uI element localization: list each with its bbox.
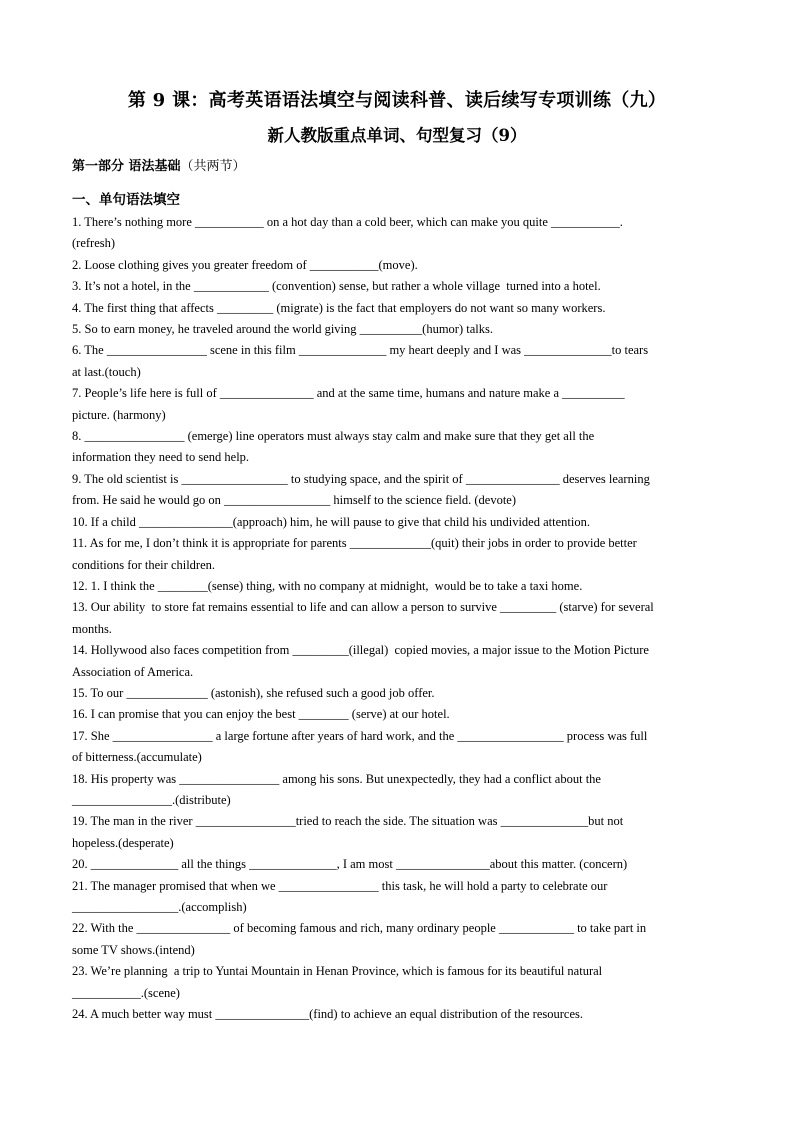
- page-subtitle: 新人教版重点单词、句型复习（9）: [267, 126, 527, 145]
- exercise-line: from. He said he would go on _________________ himself to the science field. (devote): [72, 493, 517, 508]
- page-title: 第 9 课：高考英语语法填空与阅读科普、读后续写专项训练（九）: [127, 90, 667, 111]
- exercise-line: 3. It’s not a hotel, in the ____________ (convention) sense, but rather a whole village turned into a hotel.: [72, 279, 601, 294]
- part-heading: [72, 157, 246, 177]
- exercise-line: 19. The man in the river ________________tried to reach the side. The situation was ______________but not: [72, 814, 624, 829]
- exercise-line: _________________.(accomplish): [72, 900, 247, 914]
- exercise-line: 1. There’s nothing more ___________ on a hot day than a cold beer, which can make you quite ___________.: [72, 215, 623, 229]
- part-label: 第一部分 语法基础: [72, 159, 181, 174]
- exercise-list: [72, 212, 724, 1025]
- exercise-line: 9. The old scientist is _________________ to studying space, and the spirit of _______________ deserves learning: [72, 471, 650, 486]
- exercise-line: conditions for their children.: [72, 557, 216, 572]
- exercise-line: at last.(touch): [72, 364, 141, 379]
- exercise-line: 13. Our ability to store fat remains essential to life and can allow a person to survive _________ (starve) for several: [72, 600, 654, 615]
- exercise-line: 7. People’s life here is full of _______________ and at the same time, humans and nature make a __________: [72, 386, 625, 401]
- exercise-line: ___________.(scene): [72, 985, 180, 1000]
- exercise-line: Association of America.: [72, 664, 194, 679]
- exercise-line: 11. As for me, I don’t think it is appropriate for parents _____________(quit) their jobs in order to provide better: [72, 536, 637, 551]
- exercise-line: 14. Hollywood also faces competition from _________(illegal) copied movies, a major issue to the Motion Picture: [72, 643, 649, 658]
- exercise-line: 2. Loose clothing gives you greater freedom of ___________(move).: [72, 257, 418, 272]
- part-note: （共两节）: [180, 159, 246, 174]
- exercise-line: 22. With the _______________ of becoming famous and rich, many ordinary people ____________ to take part in: [72, 921, 647, 936]
- exercise-line: 4. The first thing that affects _________ (migrate) is the fact that employers do not want so many workers.: [72, 300, 606, 315]
- exercise-line: 24. A much better way must _______________(find) to achieve an equal distribution of the resources.: [72, 1007, 583, 1022]
- exercise-line: 23. We’re planning a trip to Yuntai Mountain in Henan Province, which is famous for its beautiful natural: [72, 964, 603, 979]
- exercise-line: 8. ________________ (emerge) line operators must always stay calm and make sure that they get all the: [72, 429, 595, 444]
- exercise-line: picture. (harmony): [72, 407, 166, 422]
- exercise-line: 21. The manager promised that when we ________________ this task, he will hold a party to celebrate our: [72, 878, 608, 893]
- exercise-line: (refresh): [72, 236, 116, 251]
- exercise-line: hopeless.(desperate): [72, 835, 174, 850]
- exercise-line: ________________.(distribute): [72, 792, 231, 807]
- exercise-line: of bitterness.(accumulate): [72, 750, 202, 765]
- exercise-line: 12. 1. I think the ________(sense) thing, with no company at midnight, would be to take a taxi home.: [72, 578, 583, 593]
- exercise-line: some TV shows.(intend): [72, 942, 195, 957]
- exercise-line: information they need to send help.: [72, 450, 250, 465]
- exercise-line: months.: [72, 621, 112, 636]
- exercise-line: 10. If a child _______________(approach) him, he will pause to give that child his undivided attention.: [72, 514, 590, 529]
- section-heading: 一、单句语法填空: [72, 192, 180, 208]
- exercise-line: 16. I can promise that you can enjoy the best ________ (serve) at our hotel.: [72, 707, 450, 722]
- exercise-line: 18. His property was ________________ among his sons. But unexpectedly, they had a conflict about the: [72, 771, 601, 786]
- exercise-line: 15. To our _____________ (astonish), she refused such a good job offer.: [72, 685, 435, 700]
- exercise-line: 17. She ________________ a large fortune after years of hard work, and the _________________ process was full: [72, 728, 648, 743]
- exercise-line: 5. So to earn money, he traveled around the world giving __________(humor) talks.: [72, 322, 493, 337]
- exercise-line: 6. The ________________ scene in this film ______________ my heart deeply and I was ______________to tears: [72, 343, 649, 358]
- exercise-line: 20. ______________ all the things ______________, I am most _______________about this matter. (concern): [72, 857, 628, 872]
